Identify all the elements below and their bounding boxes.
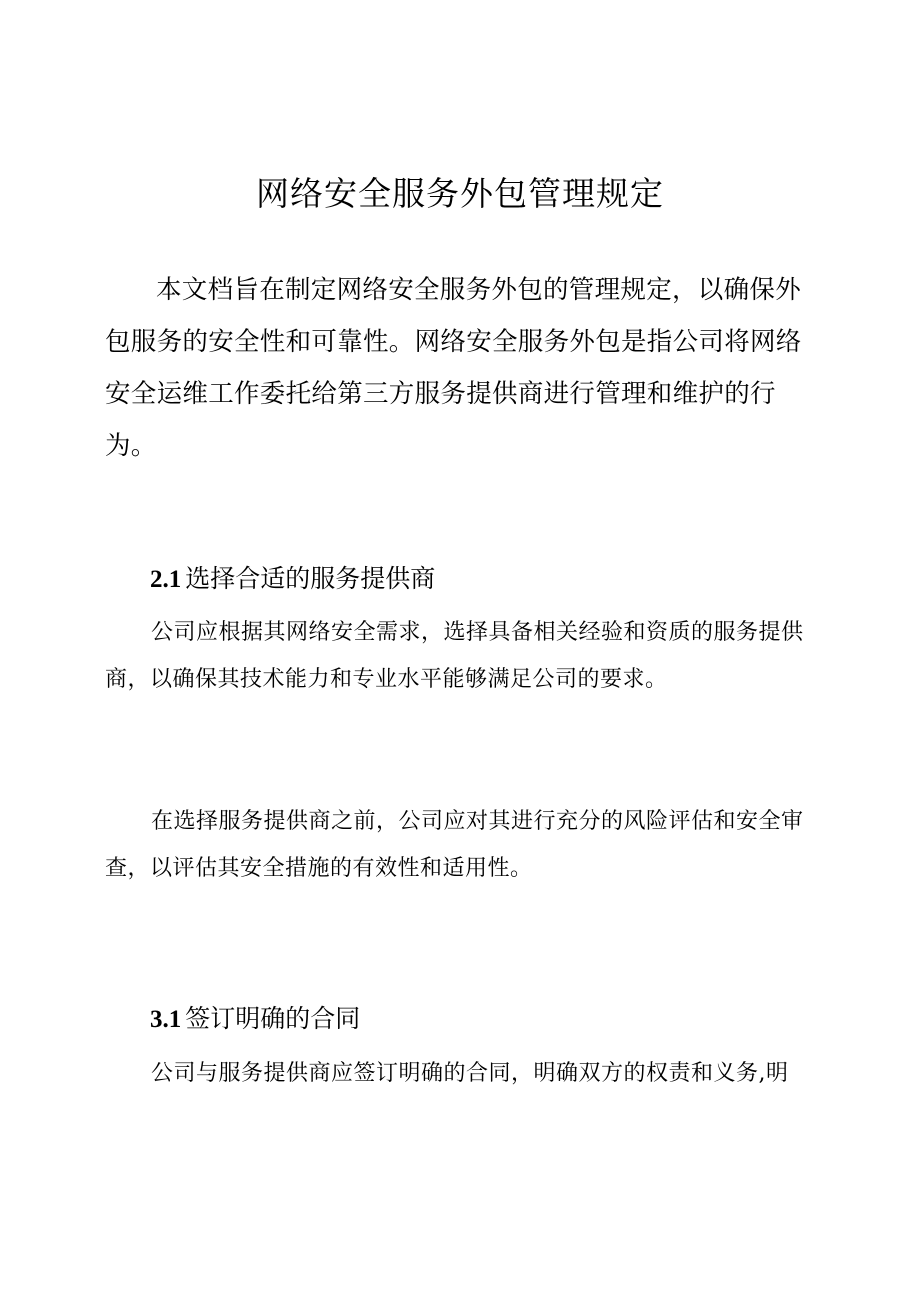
section-2-1-number: 2.1 <box>150 566 182 593</box>
section-3-1-heading <box>150 999 360 1040</box>
section-2-1-paragraph-2: 在选择服务提供商之前，公司应对其进行充分的风险评估和安全审查，以评估其安全措施的有效性和适用性。 <box>105 809 804 881</box>
section-2-1-paragraph-1: 公司应根据其网络安全需求，选择具备相关经验和资质的服务提供商，以确保其技术能力和专业水平能够满足公司的要求。 <box>105 620 804 692</box>
section-2-1-heading <box>150 559 435 600</box>
section-2-1-title: 选择合适的服务提供商 <box>185 564 436 593</box>
document-title: 网络安全服务外包管理规定 <box>256 174 664 213</box>
section-3-1-paragraph-1: 公司与服务提供商应签订明确的合同，明确双方的权责和义务,明 <box>151 1061 789 1086</box>
section-3-1-title: 签订明确的合同 <box>185 1004 361 1033</box>
intro-paragraph: 本文档旨在制定网络安全服务外包的管理规定，以确保外包服务的安全性和可靠性。网络安全服务外包是指公司将网络安全运维工作委托给第三方服务提供商进行管理和维护的行为。 <box>105 275 802 461</box>
section-3-1-number: 3.1 <box>150 1006 182 1033</box>
